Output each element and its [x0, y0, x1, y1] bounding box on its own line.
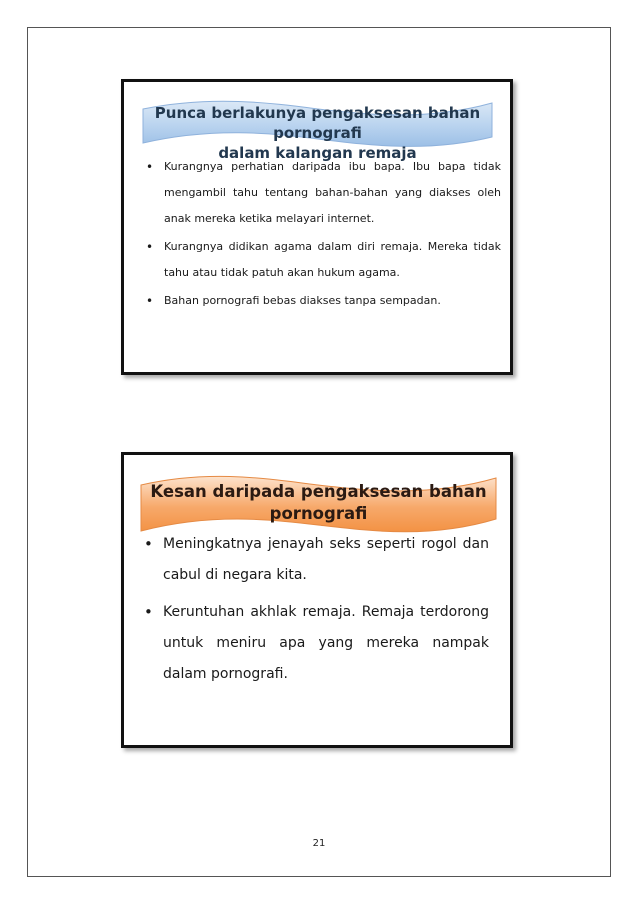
- bullet-icon: •: [144, 603, 153, 621]
- list-item-text: Meningkatnya jenayah seks seperti rogol dan cabul di negara kita.: [163, 536, 489, 583]
- slide-title-banner: [142, 99, 493, 162]
- bullet-icon: •: [146, 240, 154, 254]
- slide-title-banner: [140, 473, 497, 536]
- list-item: [144, 529, 489, 591]
- list-item-text: Keruntuhan akhlak remaja. Remaja terdorong untuk meniru apa yang mereka nampak dalam pornografi.: [163, 604, 489, 682]
- bullet-icon: •: [146, 160, 154, 174]
- slide-causes: [121, 79, 513, 375]
- slide-title-line-1: Punca berlakunya pengaksesan bahan pornografi: [154, 104, 481, 142]
- page-number: 21: [312, 838, 326, 849]
- list-item: [144, 597, 489, 690]
- list-item-text: Kurangnya didikan agama dalam diri remaja. Mereka tidak tahu atau tidak patuh akan hukum agama.: [164, 240, 501, 279]
- slide-title-line-1: Kesan daripada pengaksesan bahan: [150, 482, 487, 501]
- list-item: [146, 288, 501, 314]
- slide-effects: [121, 452, 513, 748]
- slide-title-line-2: pornografi: [269, 504, 368, 523]
- bullet-icon: •: [144, 535, 153, 553]
- bullet-list: [146, 154, 501, 316]
- list-item: [146, 154, 501, 232]
- list-item: [146, 234, 501, 286]
- list-item-text: Bahan pornografi bebas diakses tanpa sempadan.: [164, 294, 441, 307]
- slide-title: [140, 481, 497, 525]
- bullet-icon: •: [146, 294, 154, 308]
- list-item-text: Kurangnya perhatian daripada ibu bapa. Ibu bapa tidak mengambil tahu tentang bahan-bahan yang diakses oleh anak mereka ketika melayari internet.: [164, 160, 501, 225]
- bullet-list: [144, 529, 489, 696]
- slide-title-line-2: dalam kalangan remaja: [218, 144, 417, 162]
